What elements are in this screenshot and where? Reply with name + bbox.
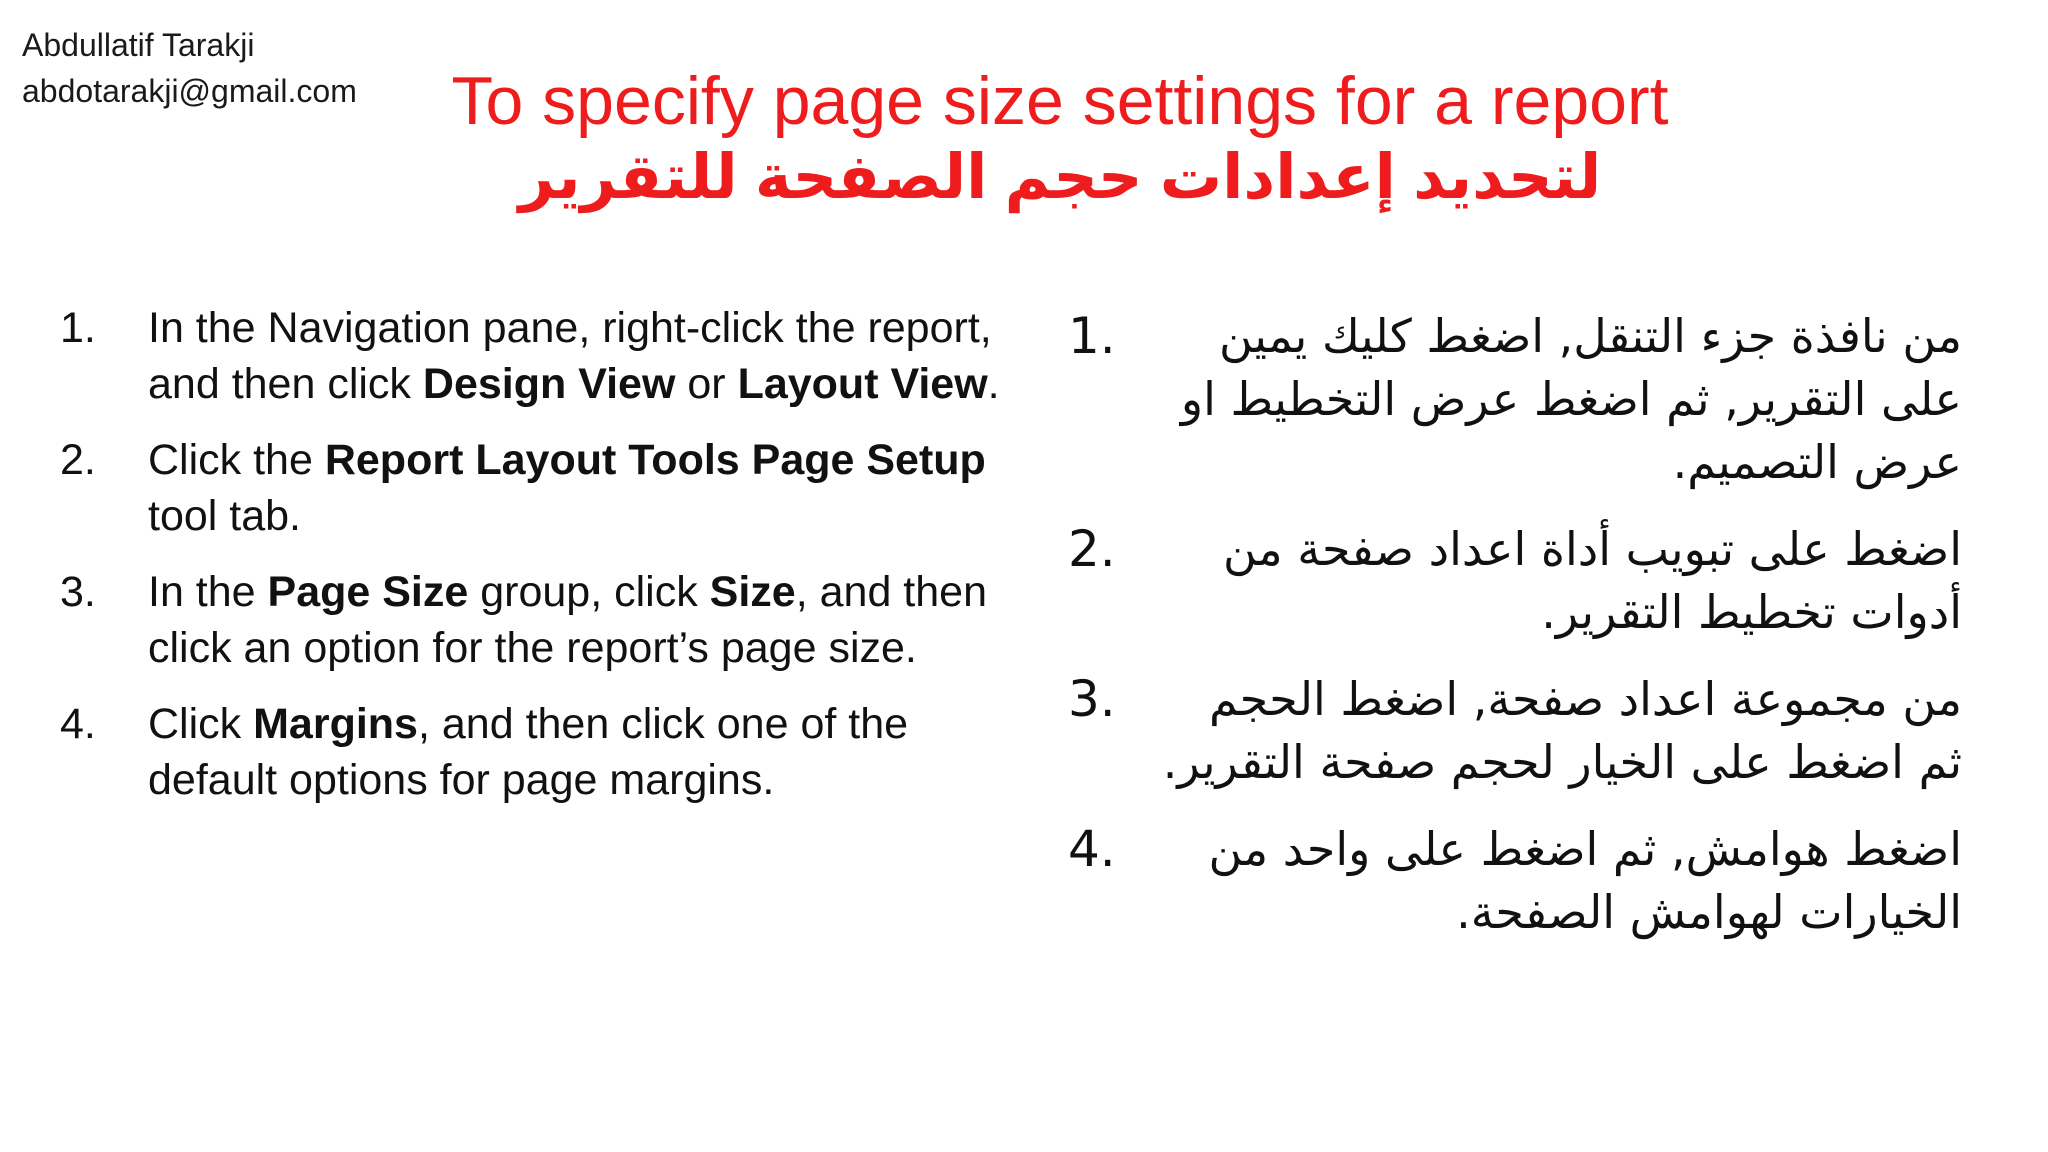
list-item bbox=[60, 300, 1020, 412]
step-number: 3. bbox=[60, 568, 96, 616]
list-item bbox=[1060, 518, 1990, 644]
step-number: 4. bbox=[60, 700, 96, 748]
list-item bbox=[1060, 305, 1990, 494]
step-text: اضغط هوامش, ثم اضغط على واحد من الخيارات لهوامش الصفحة. bbox=[1208, 822, 1962, 939]
step-number: 3. bbox=[1068, 670, 1116, 728]
step-number: 1. bbox=[60, 304, 96, 352]
step-text: In the Page Size group, click Size, and then click an option for the report’s page size. bbox=[148, 568, 987, 672]
step-text: Click Margins, and then click one of the default options for page margins. bbox=[148, 700, 909, 804]
step-number: 2. bbox=[1068, 520, 1116, 578]
step-text: من مجموعة اعداد صفحة, اضغط الحجم ثم اضغط على الخيار لحجم صفحة التقرير. bbox=[1162, 672, 1962, 789]
author-email: abdotarakji@gmail.com bbox=[22, 73, 357, 109]
step-number: 4. bbox=[1068, 820, 1116, 878]
step-text: اضغط على تبويب أداة اعداد صفحة من أدوات تخطيط التقرير. bbox=[1223, 522, 1962, 639]
author-block bbox=[22, 22, 357, 114]
step-text: Click the Report Layout Tools Page Setup tool tab. bbox=[148, 436, 986, 540]
list-item bbox=[60, 432, 1020, 544]
page-title-arabic: لتحديد إعدادات حجم الصفحة للتقرير bbox=[518, 143, 1602, 212]
page-title-english: To specify page size settings for a report bbox=[451, 63, 1669, 139]
author-name: Abdullatif Tarakji bbox=[22, 27, 255, 63]
step-text: In the Navigation pane, right-click the report, and then click Design View or Layout View. bbox=[148, 304, 1000, 408]
steps-list-arabic bbox=[1060, 305, 1990, 968]
list-item bbox=[1060, 668, 1990, 794]
list-item bbox=[1060, 818, 1990, 944]
steps-list-english bbox=[60, 300, 1020, 828]
step-text: من نافذة جزء التنقل, اضغط كليك يمين على التقرير, ثم اضغط عرض التخطيط او عرض التصميم. bbox=[1180, 309, 1962, 489]
list-item bbox=[60, 564, 1020, 676]
step-number: 1. bbox=[1068, 307, 1116, 365]
step-number: 2. bbox=[60, 436, 96, 484]
list-item bbox=[60, 696, 1020, 808]
